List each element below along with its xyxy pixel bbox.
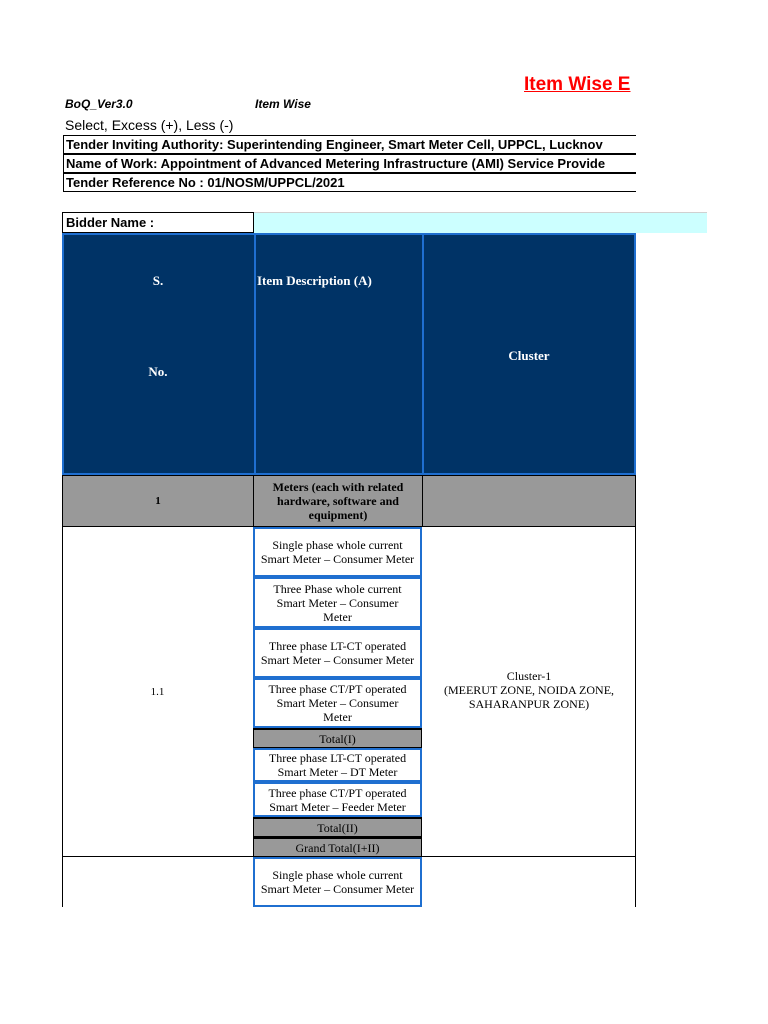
- name-of-work: Name of Work: Appointment of Advanced Metering Infrastructure (AMI) Service Provide: [63, 154, 636, 173]
- grand-total: Grand Total(I+II): [253, 837, 422, 857]
- column-header-cluster: [422, 233, 636, 475]
- tender-reference: Tender Reference No : 01/NOSM/UPPCL/2021: [63, 173, 636, 192]
- total-ii: Total(II): [253, 817, 422, 837]
- description-header-label: Item Description (A): [257, 273, 372, 288]
- bidder-name-label: Bidder Name :: [62, 212, 254, 233]
- section-cluster-cell: [422, 475, 636, 527]
- sno-bottom-label: No.: [148, 364, 168, 379]
- item-ct-pt-consumer: Three phase CT/PT operated Smart Meter – Consumer Meter: [253, 678, 422, 728]
- next-item-single-phase-consumer: Single phase whole current Smart Meter – Consumer Meter: [253, 857, 422, 907]
- cluster-name: Cluster-1: [506, 669, 552, 683]
- cluster-header-label: Cluster: [508, 348, 550, 363]
- group-number: 1.1: [150, 686, 165, 698]
- item-lt-ct-consumer: Three phase LT-CT operated Smart Meter – Consumer Meter: [253, 628, 422, 678]
- item-single-phase-consumer: Single phase whole current Smart Meter – Consumer Meter: [253, 527, 422, 577]
- item-three-phase-whole-consumer: Three Phase whole current Smart Meter – Consumer Meter: [253, 577, 422, 628]
- cluster-zones: (MEERUT ZONE, NOIDA ZONE, SAHARANPUR ZONE): [443, 683, 615, 711]
- item-ct-pt-feeder: Three phase CT/PT operated Smart Meter – Feeder Meter: [253, 782, 422, 817]
- column-header-description: [254, 233, 422, 475]
- sno-top-label: S.: [152, 273, 164, 288]
- item-wise-label: Item Wise: [255, 97, 311, 111]
- section-number: 1: [62, 475, 254, 527]
- section-title: Meters (each with related hardware, software and equipment): [253, 475, 423, 527]
- bidder-name-input[interactable]: [254, 212, 707, 233]
- total-i: Total(I): [253, 728, 422, 748]
- cluster-cell: [423, 650, 635, 730]
- select-note: Select, Excess (+), Less (-): [65, 117, 234, 133]
- tender-authority: Tender Inviting Authority: Superintending Engineer, Smart Meter Cell, UPPCL, Lucknov: [63, 135, 636, 154]
- boq-version: BoQ_Ver3.0: [65, 97, 133, 111]
- item-lt-ct-dt: Three phase LT-CT operated Smart Meter – DT Meter: [253, 748, 422, 782]
- column-header-sno: [62, 233, 254, 475]
- page-title: Item Wise E: [524, 74, 631, 95]
